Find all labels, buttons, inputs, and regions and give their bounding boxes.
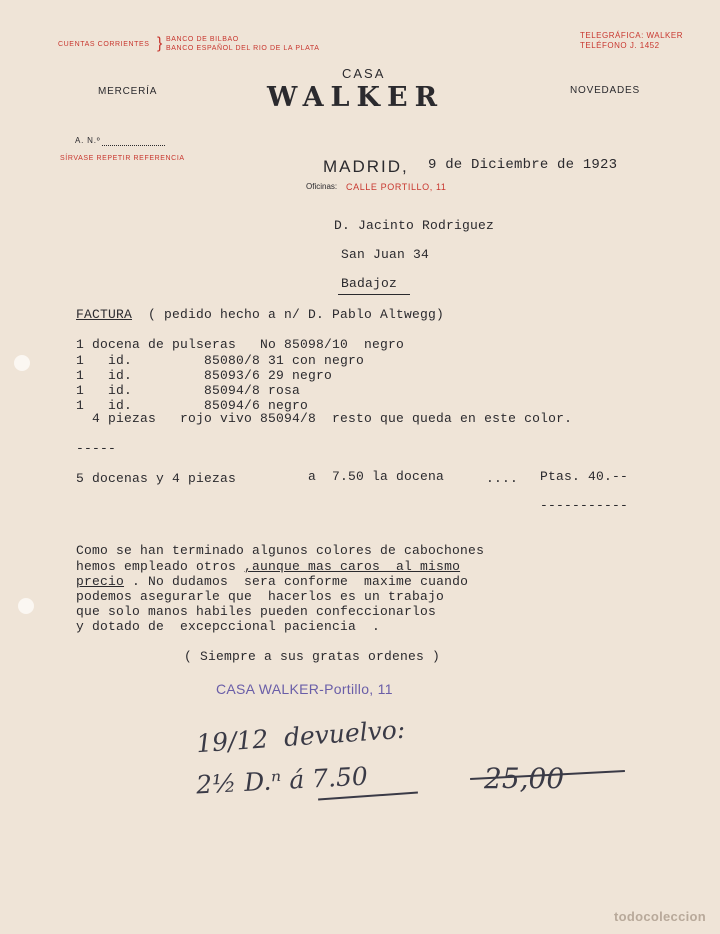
total-rule: -----------	[540, 498, 629, 513]
body-line: podemos asegurarle que hacerlos es un trabajo	[76, 589, 445, 604]
underlined-phrase: precio	[76, 574, 125, 589]
offices-address: CALLE PORTILLO, 11	[346, 182, 447, 192]
telegram-address: TELEGRÁFICA: WALKER	[580, 31, 683, 40]
letter-date: 9 de Diciembre de 1923	[428, 157, 618, 173]
brace: }	[157, 35, 163, 52]
body-line: que solo manos habiles pueden confeccionarlos	[76, 604, 437, 619]
invoice-line: 1 id. 85094/8 rosa	[76, 383, 301, 398]
invoice-line: 1 id. 85094/6 negro	[76, 398, 309, 413]
invoice-line: 1 id. 85080/8 31 con negro	[76, 353, 365, 368]
invoice-line: 1 id. 85093/6 29 negro	[76, 368, 333, 383]
brand-name: WALKER	[267, 82, 445, 113]
an-label: A. N.º	[75, 136, 101, 145]
closing-phrase: ( Siempre a sus gratas ordenes )	[184, 649, 441, 664]
recipient-street: San Juan 34	[341, 247, 430, 262]
accounts-label: CUENTAS CORRIENTES	[58, 41, 150, 48]
invoice-subtitle: ( pedido hecho a n/ D. Pablo Altwegg)	[148, 307, 445, 322]
watermark: todocoleccion	[613, 909, 706, 924]
casa-label: CASA	[342, 66, 386, 81]
invoice-title: FACTURA	[76, 307, 133, 322]
invoice-separator: -----	[76, 441, 117, 456]
body-text: . No dudamos sera conforme maxime cuando	[124, 574, 469, 589]
ref-note: SÍRVASE REPETIR REFERENCIA	[60, 155, 185, 162]
unit-rate: a 7.50 la docena	[308, 469, 445, 484]
punch-hole-bottom	[18, 598, 34, 614]
body-line: y dotado de excepccional paciencia .	[76, 619, 381, 634]
recipient-city: Badajoz	[341, 276, 398, 291]
body-line: Como se han terminado algunos colores de cabochones	[76, 543, 485, 558]
recipient-name: D. Jacinto Rodriguez	[334, 218, 495, 233]
company-stamp: CASA WALKER-Portillo, 11	[216, 681, 393, 697]
recipient-city-underline	[338, 294, 410, 295]
an-dotted-line	[102, 145, 165, 146]
bank-1: BANCO DE BILBAO	[166, 36, 239, 43]
body-text: hemos empleado otros	[76, 559, 245, 574]
bank-2: BANCO ESPAÑOL DEL RIO DE LA PLATA	[166, 45, 320, 52]
invoice-total: Ptas. 40.--	[540, 469, 629, 484]
underlined-phrase: ,aunque mas caros al mismo	[244, 559, 461, 574]
invoice-line: 1 docena de pulseras No 85098/10 negro	[76, 337, 405, 352]
punch-hole-top	[14, 355, 30, 371]
body-line	[76, 574, 468, 589]
handwritten-underline	[318, 792, 418, 801]
invoice-line: 4 piezas rojo vivo 85094/8 resto que queda en este color.	[76, 411, 573, 426]
handwritten-note-line1: 19/12 devuelvo:	[195, 714, 407, 759]
handwritten-amount: 25,00	[484, 762, 565, 795]
telephone-number: TELÉFONO J. 1452	[580, 41, 660, 50]
offices-label: Oficinas:	[306, 182, 338, 191]
leader-dots: ....	[486, 471, 519, 486]
total-quantity: 5 docenas y 4 piezas	[76, 471, 237, 486]
city: MADRID,	[323, 157, 409, 176]
handwritten-note-line2: 2½ D.ⁿ á 7.50	[195, 761, 369, 800]
left-trade: MERCERÍA	[98, 86, 158, 97]
body-line	[76, 559, 460, 574]
right-trade: NOVEDADES	[570, 85, 640, 96]
